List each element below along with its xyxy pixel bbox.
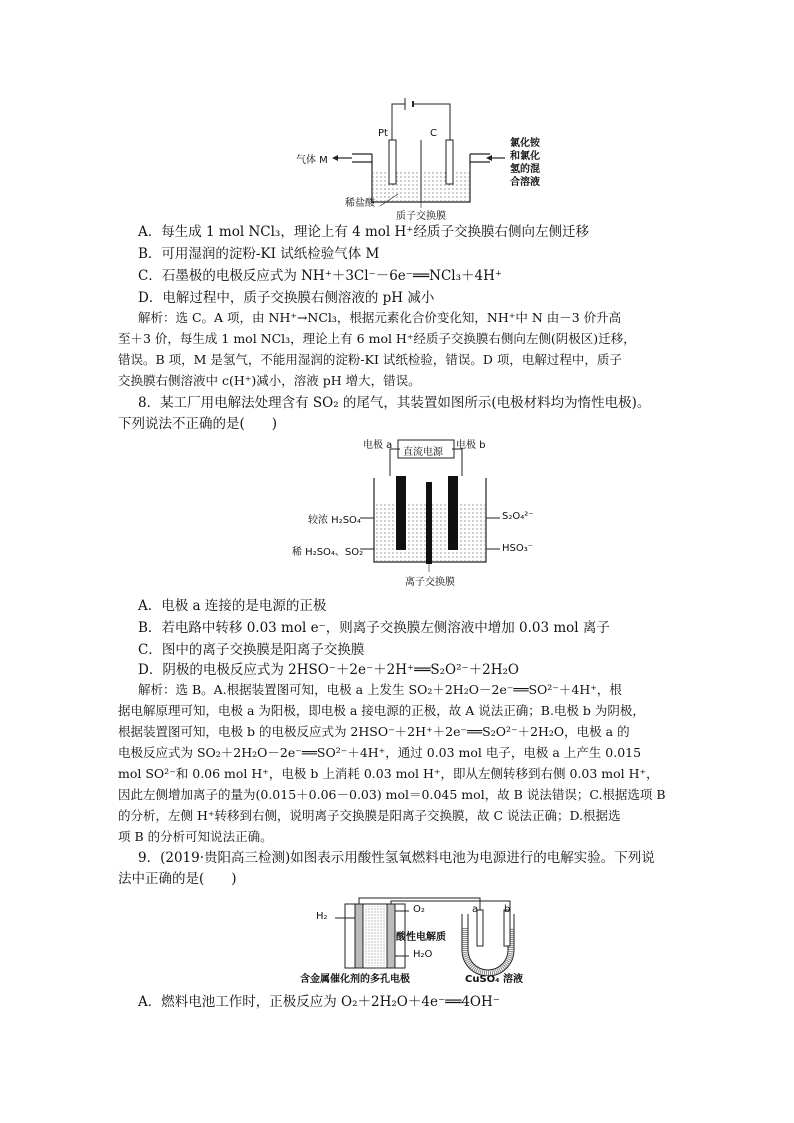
q9-stem-1: 9．(2019·贵阳高三检测)如图表示用酸性氢氧燃料电池为电源进行的电解实验。下列说 [138,850,655,866]
q7-option-a: A．每生成 1 mol NCl₃，理论上有 4 mol H⁺经质子交换膜右侧向左侧迁移 [138,224,589,240]
q8-explanation-5: mol SO²⁻和 0.06 mol H⁺，电极 b 上消耗 0.03 mol H⁺，即从左侧转移到右侧 0.03 mol H⁺， [118,766,659,781]
fig3-label-h2: H₂ [316,911,328,922]
fig2-label-electrode-a: 电极 a [363,440,393,451]
u-tube [465,910,511,973]
q8-explanation-8: 项 B 的分析可知说法正确。 [118,829,273,844]
fig2-label-hso3: HSO₃⁻ [502,543,534,554]
ion-exchange-membrane [426,482,432,564]
fig3-label-cuso4: CuSO₄ 溶液 [465,974,524,985]
q7-explanation-4: 交换膜右侧溶液中 c(H⁺)减小，溶液 pH 增大，错误。 [118,373,421,388]
electrode-a [396,476,406,550]
q8-option-a: A．电极 a 连接的是电源的正极 [138,598,327,614]
fig2-label-conc: 较浓 H₂SO₄ [308,515,361,526]
fig1-label-right-2: 和氯化 [510,151,540,162]
fig2-label-dil: 稀 H₂SO₄、SO₂ [292,547,364,558]
q8-option-d: D．阴极的电极反应式为 2HSO⁻＋2e⁻＋2H⁺══S₂O²⁻＋2H₂O [138,662,519,678]
fig2-label-membrane: 离子交换膜 [405,577,455,588]
c-electrode [446,140,453,184]
fig3-label-porous-electrode: 含金属催化剂的多孔电极 [300,974,410,985]
q7-explanation-2: 至＋3 价，每生成 1 mol NCl₃，理论上有 6 mol H⁺经质子交换膜右侧向左侧(阴极区)迁移， [118,331,636,346]
fig3-label-b: b [504,904,511,915]
q7-explanation-1: 解析：选 C。A 项，由 NH⁺→NCl₃，根据元素化合价变化知，NH⁺中 N 由－3 价升高 [138,310,622,325]
pt-electrode [389,140,396,184]
power-wire [392,98,450,140]
fig3-label-h2o: H₂O [413,949,433,960]
q8-stem-1: 8．某工厂用电解法处理含有 SO₂ 的尾气，其装置如图所示(电极材料均为惰性电极)。 [138,395,651,411]
q8-explanation-3: 根据装置图可知，电极 b 的电极反应式为 2HSO⁻＋2H⁺＋2e⁻══S₂O²⁻＋2H₂O，电极 a 的 [118,724,630,739]
q8-option-b: B．若电路中转移 0.03 mol e⁻，则离子交换膜左侧溶液中增加 0.03 mol 离子 [138,620,610,636]
fig1-label-pt: Pt [378,128,388,139]
fig2-label-s2o4: S₂O₄²⁻ [502,511,534,522]
fig3-label-electrolyte: 酸性电解质 [396,932,446,943]
fig3-label-o2: O₂ [413,904,425,915]
q8-explanation-2: 据电解原理可知，电极 a 为阳极，即电极 a 接电源的正极，故 A 说法正确；B.电极 b 为阴极， [118,703,645,718]
q7-explanation-3: 错误。B 项，M 是氢气，不能用湿润的淀粉-KI 试纸检验，错误。D 项，电解过程中，质子 [118,352,622,367]
q8-explanation-6: 因此左侧增加离子的量为(0.015＋0.06－0.03) mol＝0.045 mol，故 B 说法错误；C.根据选项 B [118,787,666,802]
fig2-label-power: 直流电源 [403,447,443,458]
fig1-label-right-4: 合溶液 [510,177,540,188]
fig1-label-right-1: 氯化铵 [510,138,540,149]
q7-option-d: D．电解过程中，质子交换膜右侧溶液的 pH 减小 [138,290,435,306]
fig2-label-electrode-b: 电极 b [456,440,486,451]
q8-explanation-1: 解析：选 B。A.根据装置图可知，电极 a 上发生 SO₂＋2H₂O－2e⁻══SO²⁻＋4H⁺，根 [138,682,622,697]
fig1-label-membrane: 质子交换膜 [396,211,446,222]
fig1-label-gas-m: 气体 M [296,155,328,166]
q8-explanation-7: 的分析，左侧 H⁺转移到右侧，说明离子交换膜是阳离子交换膜，故 C 说法正确；D.根据选 [118,808,621,823]
fig1-label-acid: 稀盐酸 [345,198,375,209]
q8-option-c: C．图中的离子交换膜是阳离子交换膜 [138,642,365,658]
fig1-label-c: C [430,128,437,139]
figure-electrolysis-ncl3 [300,92,530,222]
q7-option-c: C．石墨极的电极反应式为 NH⁺＋3Cl⁻－6e⁻══NCl₃＋4H⁺ [138,268,503,284]
fig3-label-a: a [472,904,479,915]
q9-option-a: A．燃料电池工作时，正极反应为 O₂＋2H₂O＋4e⁻══4OH⁻ [138,994,500,1010]
fig1-label-right-3: 氢的混 [510,164,540,175]
q8-explanation-4: 电极反应式为 SO₂＋2H₂O－2e⁻══SO²⁻＋4H⁺，通过 0.03 mol 电子，电极 a 上产生 0.015 [118,745,642,760]
q9-stem-2: 法中正确的是( ) [118,871,237,887]
q8-stem-2: 下列说法不正确的是( ) [118,416,278,432]
electrode-b [448,476,458,550]
q7-option-b: B．可用湿润的淀粉-KI 试纸检验气体 M [138,246,380,262]
